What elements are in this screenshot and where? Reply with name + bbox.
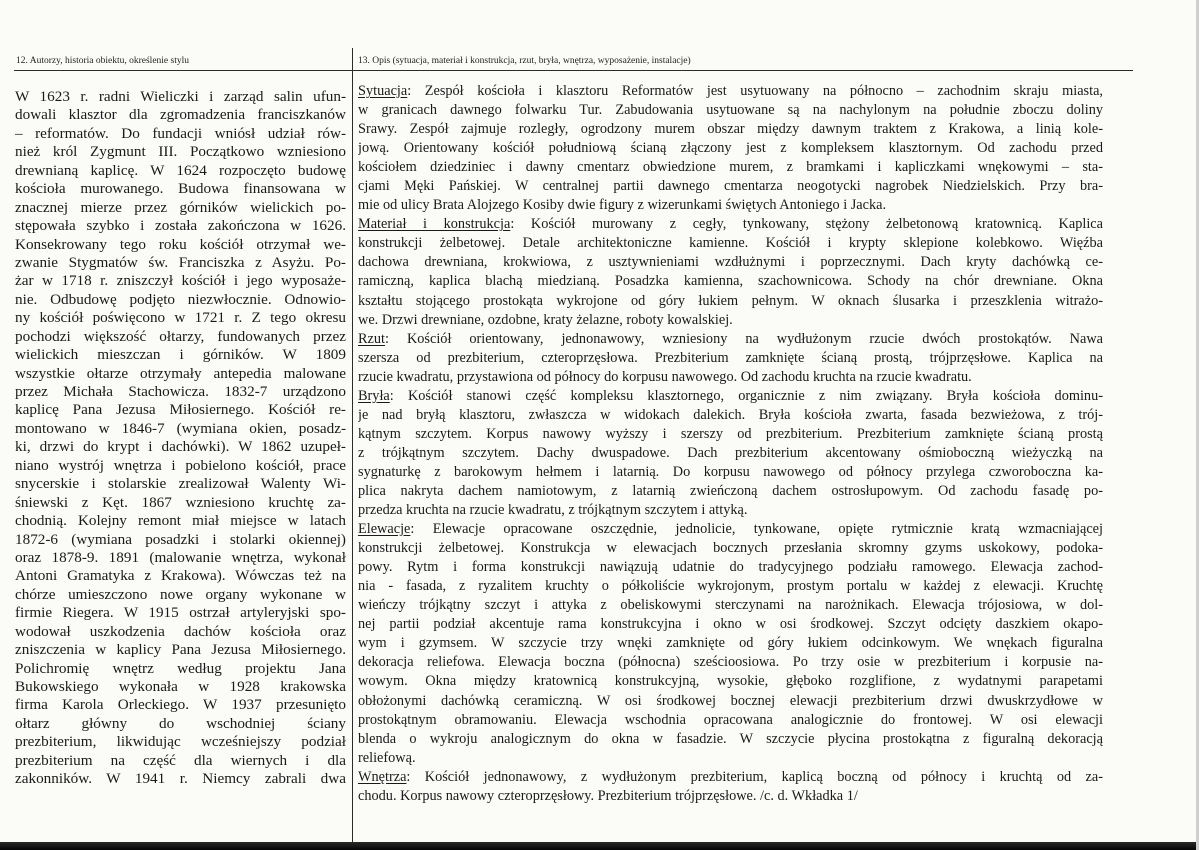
history-text-line: śniewski z Kęt. 1867 wzniesiono kruchtę za-	[15, 493, 346, 511]
description-text: dachowa drewniana, krokwiowa, z usztywnieniami wzdłużnymi i poprzecznymi. Dach kryty dachówką ce-	[358, 254, 1103, 271]
history-text-line: dowali klasztor dla zgromadzenia franciszkanów	[15, 106, 346, 124]
description-text: je nad bryłą klasztoru, zwłaszcza w widokach dalekich. Bryła kościoła zwarta, fasada bezwieżowa, z trój-	[358, 406, 1103, 423]
history-text-line: Bukowskiego wykonała w 1928 krakowska	[15, 678, 346, 695]
description-text: sygnaturkę z barokowym hełmem i latarnią. Do korpusu nawowego od północy przylega czworoboczna ka-	[358, 463, 1103, 480]
description-text-line	[358, 330, 1103, 349]
description-text: kształtu stojącego prostokąta wykrojone od góry łukiem pełnym. W oknach ślusarka i przeszklenia witrażo-	[358, 292, 1103, 309]
history-text-line: 1872-6 (wymiana posadzki i stolarki okiennej)	[15, 530, 346, 548]
section-heading: Rzut	[358, 330, 386, 347]
description-text: cjami Męki Pańskiej. W centralnej partii dawnego cmentarza neogotycki nagrobek Niedzielskich. Przy bra-	[358, 178, 1103, 195]
description-text-line	[358, 463, 1103, 482]
history-text-line: montowano w 1846-7 (wymiana okien, posadz-	[15, 419, 346, 437]
history-text-line: kaplicę Pana Jezusa Miłosiernego. Kościół re-	[15, 401, 346, 419]
history-text-line: snycerskie i stolarskie zrealizował Walenty Wi-	[15, 475, 346, 493]
history-text-line: – reformatów. Do fundacji wniósł udział rów-	[15, 124, 346, 142]
history-text-line: kościoła murowanego. Budowa finansowana w	[15, 180, 346, 198]
description-text: Srawy. Zespół zajmuje rozległy, ogrodzony murem obszar między dawnym traktem z Krakowa, a linią kole-	[358, 121, 1103, 138]
history-text-line: oraz 1878-9. 1891 (malowanie wnętrza, wykonał	[15, 548, 346, 566]
history-text-line: firma Karola Orleckiego. W 1937 przesunięto	[15, 696, 346, 714]
history-text-line: wodował uszkodzenia dachów kościoła oraz	[15, 622, 346, 640]
description-text-line	[358, 120, 1103, 139]
history-text-line: zakonników. W 1941 r. Niemcy zabrali dwa	[15, 770, 346, 788]
history-text-line: stępowała szybko i została zakończona w 1626.	[15, 217, 346, 235]
section-heading: Wnętrza	[358, 768, 407, 785]
description-text: powy. Rytm i forma konstrukcji nawiązują udatnie do tradycyjnego podziału ramowego. Elewacja zachod-	[358, 559, 1103, 576]
description-text: mie od ulicy Brata Alojzego Kosiby dwie figury z wizerunkami świętych Antoniego i Jacka.	[358, 197, 887, 214]
section-heading: Materiał i konstrukcja	[358, 216, 511, 233]
history-text-line: nie. Odbudowę podjęto niezwłocznie. Odnowio-	[15, 290, 346, 308]
history-text-line: pochodzi większość ołtarzy, fundowanych przez	[15, 327, 346, 345]
description-text-line	[358, 234, 1103, 253]
history-text-line: drewnianą kaplicę. W 1624 rozpoczęto budowę	[15, 161, 346, 179]
description-text-line	[358, 787, 1103, 806]
description-text: kątnym szczytem. Korpus nawowy wyższy i szerszy od prezbiterium. Prezbiterium zamknięte ścianą prostą	[358, 425, 1103, 442]
description-text: : Zespół kościoła i klasztoru Reformatów jest usytuowany na północno – zachodnim skraju miasta,	[407, 83, 1103, 99]
column-divider	[352, 48, 353, 842]
description-text: nej partii podział akcentuje rama konstrukcyjna i okno w osi środkowej. Szczyt odcięty daszkiem okapo-	[358, 616, 1103, 633]
history-text-line: W 1623 r. radni Wieliczki i zarząd salin ufun-	[15, 88, 346, 105]
description-text-column	[358, 82, 1103, 842]
description-text: rzucie kwadratu, przystawiona od północy do korpusu nawowego. Od zachodu kruchta na rzucie kwadratu.	[358, 368, 972, 385]
history-text-line: ki, drzwi do krypt i dachówki). W 1862 uzupeł-	[15, 438, 346, 456]
description-text-line	[358, 272, 1103, 291]
description-text-line	[358, 672, 1103, 691]
section-heading: Sytuacja	[358, 83, 408, 99]
history-text-line: przez Michała Stachowicza. 1832-7 urządzono	[15, 383, 346, 400]
description-text: : Kościół orientowany, jednonawowy, wzniesiony na wydłużonym rzucie dwóch prostokątów. Nawa	[385, 330, 1103, 347]
history-text-line: wielickich mieszczan i górników. W 1809	[15, 346, 346, 364]
description-text-line	[358, 444, 1103, 463]
description-text: wym i gzymsem. W szczycie trzy wnęki zamknięte od góry łukiem odcinkowym. We wnękach figuralna	[358, 635, 1103, 652]
description-text: z trójkątnym szczytem. Dachy dwuspadowe. Dach prezbiterium akcentowany ośmioboczną wieżyczką na	[358, 444, 1103, 461]
history-text-line: Konsekrowany tego roku kościół otrzymał we-	[15, 235, 346, 253]
description-text: wieńczy trójkątny szczyt i attyka z obeliskowymi sterczynami na narożnikach. Elewacja trójosiowa, w dol-	[358, 597, 1103, 614]
description-text: ramiczną, kaplica blachą miedzianą. Posadzka kamienna, szachownicowa. Schody na chór drewniane. Okna	[358, 273, 1103, 290]
description-text-line	[358, 501, 1103, 520]
description-text-line	[358, 692, 1103, 711]
description-text: wowym. Okna między kratownicą konstrukcyjną, wysokie, głęboko rozglifione, z wydatnymi parapetami	[358, 673, 1103, 690]
left-header-rule	[14, 70, 352, 71]
description-text: jową. Orientowany kościół południową ścianą złączony jest z kompleksem klasztornym. Od zachodu przed	[358, 140, 1103, 157]
description-text-line	[358, 615, 1103, 634]
description-text: szersza od prezbiterium, czteroprzęsłowa. Prezbiterium zamknięte ścianą prostą, trójprzęsłowe. Kaplica na	[358, 349, 1103, 366]
description-text: obłożonymi dachówką ceramiczną. W osi środkowej bocznej elewacji prezbiterium drzwi dwuskrzydłowe w	[358, 692, 1103, 709]
description-text-line	[358, 482, 1103, 501]
description-text: przedza kruchta na rzucie kwadratu, z trójkątnym szczytem i attyką.	[358, 502, 748, 519]
description-text: : Elewacje opracowane oszczędnie, jednolicie, tynkowane, opięte rytmicznie kratą wzmacniającej	[410, 521, 1103, 538]
description-text: w granicach dawnego folwarku Tur. Zabudowania usytuowane są na nachylonym na południe zboczu doliny	[358, 102, 1103, 119]
description-text: nia - fasada, z ryzalitem kruchty o półkoliście wykrojonym, prostym portalu w każdej z elewacji. Kruchtę	[358, 578, 1103, 595]
description-text: blenda o wykroju analogicznym do okna w fasadzie. W szczycie płycina prostokątna z figuralną dekoracją	[358, 730, 1103, 747]
description-text: : Kościół murowany z cegły, tynkowany, stężony żelbetonową kratownicą. Kaplica	[510, 216, 1103, 233]
description-text: we. Drzwi drewniane, ozdobne, kraty żelazne, roboty kowalskiej.	[358, 311, 733, 328]
history-text-line: żar w 1718 r. zniszczył kościół i jego wyposaże-	[15, 272, 346, 290]
description-text-line	[358, 406, 1103, 425]
history-text-line: nież król Zygmunt III. Początkowo wzniesiono	[15, 143, 346, 161]
history-text-line: Polichromię wnętrz według projektu Jana	[15, 659, 346, 677]
history-text-line: prezbiterium na część dla wiernych i dla	[15, 751, 346, 769]
description-text: prostokątnym obramowaniu. Elewacja wschodnia opracowana analogicznie do frontowej. W osi elewacji	[358, 711, 1103, 728]
description-text-line	[358, 653, 1103, 672]
history-text-line: ołtarz główny do wschodniej ściany	[15, 714, 346, 732]
history-text-line: chórze umieszczono nowe organy wykonane w	[15, 585, 346, 603]
section-heading: Bryła	[358, 387, 390, 404]
history-text-line: zwanie Stygmatów św. Franciszka z Asyżu. Po-	[15, 253, 346, 271]
description-text-line	[358, 311, 1103, 330]
description-text: konstrukcji żelbetowej. Detale architektoniczne kamienne. Kościół i krypty sklepione kolebkowo. Więźba	[358, 235, 1103, 252]
history-text-line: znacznej mierze przez górników wielickich po-	[15, 198, 346, 216]
description-text-line	[358, 577, 1103, 596]
description-text: : Kościół stanowi część kompleksu klasztornego, organicznie z nim związany. Bryła kościoła dominu-	[389, 387, 1103, 404]
description-text-line	[358, 196, 1103, 215]
history-text-line: zniszczenia w kaplicy Pana Jezusa Miłosiernego.	[15, 641, 346, 659]
description-text-line	[358, 253, 1103, 272]
description-text-line	[358, 101, 1103, 120]
description-text-line	[358, 730, 1103, 749]
description-text-line	[358, 158, 1103, 177]
section-heading: Elewacje	[358, 521, 411, 538]
description-text-line	[358, 139, 1103, 158]
description-text-line	[358, 292, 1103, 311]
history-text-line: Antoni Gramatyka z Krakowa). Wówczas też na	[15, 567, 346, 585]
description-text-line	[358, 177, 1103, 196]
description-text: konstrukcji żelbetowej. Konstrukcja w elewacjach bocznych przesłania skromny gzyms uskokowy, podoka-	[358, 540, 1103, 557]
description-text-line	[358, 520, 1103, 539]
description-text-line	[358, 634, 1103, 653]
description-text: dekoracja reliefowa. Elewacja boczna (północna) sześcioosiowa. Po trzy osie w prezbiterium i korpusie na-	[358, 654, 1103, 671]
description-text-line	[358, 425, 1103, 444]
description-text-line	[358, 558, 1103, 577]
right-header-rule	[353, 70, 1133, 71]
history-text-column	[15, 88, 346, 842]
description-text: plica nakryta dachem namiotowym, z latarnią zwieńczoną dachem ostrosłupowym. Od zachodu fasadę po-	[358, 482, 1103, 499]
description-text: reliefową.	[358, 749, 416, 766]
history-text-line: firmie Riegera. W 1915 ostrzał artyleryjski spo-	[15, 604, 346, 622]
description-text-line	[358, 368, 1103, 387]
description-text-line	[358, 711, 1103, 730]
description-text-line	[358, 768, 1103, 787]
history-text-line: wszystkie ołtarze otrzymały antepedia malowane	[15, 364, 346, 382]
description-text-line	[358, 596, 1103, 615]
scan-bottom-edge	[0, 842, 1199, 850]
left-section-header: 12. Autorzy, historia obiektu, określenie stylu	[16, 56, 189, 66]
description-text-line	[358, 387, 1103, 406]
description-text-line	[358, 539, 1103, 558]
history-text-line: prezbiterium, likwidując wcześniejszy podział	[15, 733, 346, 751]
history-text-line: ny kościół poświęcono w 1721 r. Z tego okresu	[15, 309, 346, 327]
history-text-line: chodnią. Kolejny remont miał miejsce w latach	[15, 512, 346, 530]
description-text-line	[358, 349, 1103, 368]
history-text-line: niano wystrój wnętrza i pobielono kościół, prace	[15, 456, 346, 474]
description-text: : Kościół jednonawowy, z wydłużonym prezbiterium, kaplicą boczną od północy i kruchtą od za-	[406, 768, 1103, 785]
description-text-line	[358, 749, 1103, 768]
right-section-header: 13. Opis (sytuacja, materiał i konstrukcja, rzut, bryła, wnętrza, wyposażenie, instalacje)	[358, 56, 691, 66]
description-text: kościołem dziedziniec i dawny cmentarz obwiedzione murem, z bramkami i kapliczkami wnękowymi – sta-	[358, 159, 1103, 176]
description-text: chodu. Korpus nawowy czteroprzęsłowy. Prezbiterium trójprzęsłowe. /c. d. Wkładka 1/	[358, 787, 858, 804]
description-text-line	[358, 82, 1103, 101]
description-text-line	[358, 215, 1103, 234]
